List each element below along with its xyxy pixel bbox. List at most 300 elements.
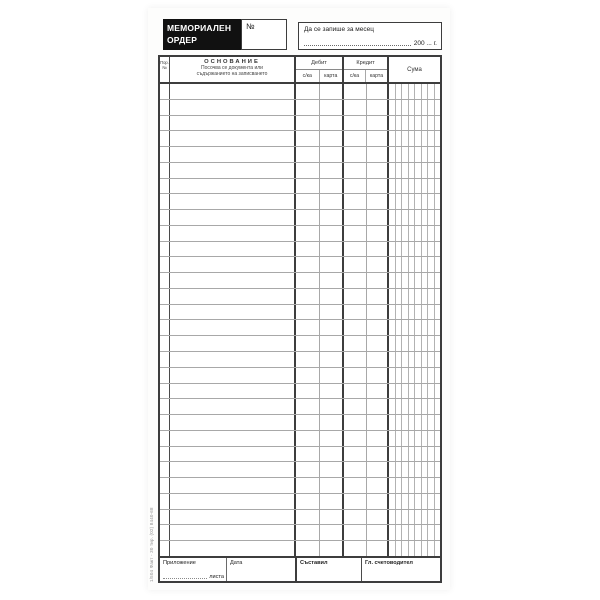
cell-suma-digit bbox=[435, 163, 441, 178]
cell-suma bbox=[389, 289, 440, 304]
table-row bbox=[160, 478, 440, 494]
cell-suma-digit bbox=[435, 447, 441, 462]
dotted-line bbox=[163, 574, 207, 579]
cell-osnovanie bbox=[170, 242, 296, 257]
cell-suma-digit bbox=[435, 179, 441, 194]
cell-debit-ska bbox=[296, 384, 320, 399]
cell-suma bbox=[389, 116, 440, 131]
cell-kredit-ska bbox=[344, 494, 367, 509]
cell-kredit-karta bbox=[367, 462, 389, 477]
cell-suma-digit bbox=[435, 336, 441, 351]
cell-por-no bbox=[160, 462, 170, 477]
cell-por-no bbox=[160, 541, 170, 556]
cell-suma bbox=[389, 541, 440, 556]
cell-kredit-ska bbox=[344, 210, 367, 225]
cell-debit-ska bbox=[296, 131, 320, 146]
cell-suma-digit bbox=[435, 257, 441, 272]
cell-osnovanie bbox=[170, 478, 296, 493]
cell-suma-digit bbox=[435, 289, 441, 304]
cell-por-no bbox=[160, 194, 170, 209]
cell-suma bbox=[389, 100, 440, 115]
cell-osnovanie bbox=[170, 226, 296, 241]
cell-osnovanie bbox=[170, 100, 296, 115]
cell-suma-digit bbox=[435, 494, 441, 509]
cell-por-no bbox=[160, 305, 170, 320]
cell-kredit-ska bbox=[344, 447, 367, 462]
cell-suma-digit bbox=[435, 415, 441, 430]
cell-osnovanie bbox=[170, 525, 296, 540]
cell-debit-ska bbox=[296, 242, 320, 257]
table-row bbox=[160, 226, 440, 242]
header-debit-karta: карта bbox=[324, 73, 338, 79]
cell-kredit-ska bbox=[344, 116, 367, 131]
cell-debit-ska bbox=[296, 305, 320, 320]
cell-suma bbox=[389, 84, 440, 99]
header-kredit: Кредит bbox=[344, 57, 387, 70]
cell-kredit-karta bbox=[367, 273, 389, 288]
cell-kredit-ska bbox=[344, 525, 367, 540]
table-row bbox=[160, 179, 440, 195]
footer-chief-accountant-cell bbox=[362, 558, 440, 581]
cell-suma bbox=[389, 273, 440, 288]
cell-suma-digit bbox=[435, 242, 441, 257]
cell-kredit-ska bbox=[344, 84, 367, 99]
cell-osnovanie bbox=[170, 336, 296, 351]
cell-kredit-karta bbox=[367, 447, 389, 462]
cell-kredit-karta bbox=[367, 84, 389, 99]
cell-por-no bbox=[160, 273, 170, 288]
cell-kredit-karta bbox=[367, 494, 389, 509]
cell-debit-karta bbox=[320, 384, 344, 399]
month-box bbox=[298, 22, 442, 50]
cell-kredit-karta bbox=[367, 336, 389, 351]
cell-debit-ska bbox=[296, 352, 320, 367]
table-row bbox=[160, 415, 440, 431]
cell-kredit-karta bbox=[367, 352, 389, 367]
cell-kredit-ska bbox=[344, 510, 367, 525]
cell-kredit-ska bbox=[344, 384, 367, 399]
cell-kredit-ska bbox=[344, 431, 367, 446]
cell-debit-ska bbox=[296, 525, 320, 540]
cell-por-no bbox=[160, 352, 170, 367]
cell-kredit-ska bbox=[344, 147, 367, 162]
cell-kredit-ska bbox=[344, 478, 367, 493]
table-header bbox=[160, 57, 440, 84]
cell-suma bbox=[389, 415, 440, 430]
osnovanie-title: ОСНОВАНИЕ bbox=[204, 59, 260, 65]
cell-kredit-karta bbox=[367, 399, 389, 414]
cell-debit-karta bbox=[320, 194, 344, 209]
header-debit-group bbox=[296, 57, 344, 82]
cell-debit-ska bbox=[296, 447, 320, 462]
cell-por-no bbox=[160, 226, 170, 241]
cell-debit-karta bbox=[320, 147, 344, 162]
cell-suma bbox=[389, 368, 440, 383]
cell-por-no bbox=[160, 163, 170, 178]
cell-debit-karta bbox=[320, 447, 344, 462]
table-row bbox=[160, 163, 440, 179]
footer-compiled-by-cell bbox=[297, 558, 362, 581]
cell-suma-digit bbox=[435, 147, 441, 162]
cell-kredit-ska bbox=[344, 336, 367, 351]
cell-kredit-ska bbox=[344, 399, 367, 414]
cell-kredit-karta bbox=[367, 541, 389, 556]
cell-suma-digit bbox=[435, 194, 441, 209]
cell-suma bbox=[389, 131, 440, 146]
cell-debit-ska bbox=[296, 462, 320, 477]
cell-kredit-ska bbox=[344, 289, 367, 304]
cell-por-no bbox=[160, 510, 170, 525]
cell-kredit-karta bbox=[367, 179, 389, 194]
cell-suma bbox=[389, 305, 440, 320]
table-row bbox=[160, 305, 440, 321]
dotted-line bbox=[304, 39, 411, 46]
cell-osnovanie bbox=[170, 510, 296, 525]
header-debit: Дебит bbox=[296, 57, 342, 70]
cell-osnovanie bbox=[170, 447, 296, 462]
table-row bbox=[160, 336, 440, 352]
cell-debit-karta bbox=[320, 399, 344, 414]
cell-osnovanie bbox=[170, 210, 296, 225]
cell-osnovanie bbox=[170, 163, 296, 178]
cell-suma bbox=[389, 179, 440, 194]
cell-kredit-karta bbox=[367, 478, 389, 493]
cell-debit-karta bbox=[320, 163, 344, 178]
cell-osnovanie bbox=[170, 147, 296, 162]
cell-suma bbox=[389, 163, 440, 178]
header-debit-ska: с/ка bbox=[296, 70, 320, 82]
cell-por-no bbox=[160, 320, 170, 335]
cell-suma-digit bbox=[435, 525, 441, 540]
cell-kredit-karta bbox=[367, 242, 389, 257]
table-row bbox=[160, 368, 440, 384]
cell-kredit-ska bbox=[344, 320, 367, 335]
cell-osnovanie bbox=[170, 415, 296, 430]
cell-debit-ska bbox=[296, 84, 320, 99]
cell-kredit-karta bbox=[367, 305, 389, 320]
cell-suma-digit bbox=[435, 210, 441, 225]
date-label: Дата bbox=[230, 560, 243, 566]
cell-suma bbox=[389, 384, 440, 399]
cell-debit-ska bbox=[296, 194, 320, 209]
cell-suma-digit bbox=[435, 462, 441, 477]
table-row bbox=[160, 510, 440, 526]
osnovanie-note-1: Посочва се документа или bbox=[201, 65, 263, 71]
cell-kredit-karta bbox=[367, 257, 389, 272]
cell-osnovanie bbox=[170, 462, 296, 477]
header-kredit-group bbox=[344, 57, 389, 82]
header-kredit-subcols bbox=[344, 70, 387, 82]
cell-osnovanie bbox=[170, 320, 296, 335]
cell-por-no bbox=[160, 415, 170, 430]
cell-kredit-karta bbox=[367, 384, 389, 399]
table-row bbox=[160, 100, 440, 116]
cell-osnovanie bbox=[170, 179, 296, 194]
header-suma: Сума bbox=[407, 66, 422, 73]
cell-suma bbox=[389, 478, 440, 493]
cell-suma bbox=[389, 226, 440, 241]
cell-suma bbox=[389, 494, 440, 509]
cell-debit-karta bbox=[320, 100, 344, 115]
cell-kredit-karta bbox=[367, 131, 389, 146]
cell-osnovanie bbox=[170, 305, 296, 320]
cell-debit-ska bbox=[296, 289, 320, 304]
cell-debit-ska bbox=[296, 320, 320, 335]
cell-debit-karta bbox=[320, 320, 344, 335]
order-number-box bbox=[241, 19, 287, 50]
table-row bbox=[160, 399, 440, 415]
cell-osnovanie bbox=[170, 399, 296, 414]
cell-kredit-ska bbox=[344, 242, 367, 257]
cell-suma-digit bbox=[435, 305, 441, 320]
cell-kredit-karta bbox=[367, 510, 389, 525]
table-footer bbox=[160, 556, 440, 581]
cell-kredit-karta bbox=[367, 163, 389, 178]
cell-debit-karta bbox=[320, 368, 344, 383]
cell-kredit-karta bbox=[367, 431, 389, 446]
cell-debit-ska bbox=[296, 210, 320, 225]
cell-kredit-ska bbox=[344, 100, 367, 115]
cell-debit-karta bbox=[320, 289, 344, 304]
cell-debit-karta bbox=[320, 510, 344, 525]
cell-suma-digit bbox=[435, 100, 441, 115]
form-title: МЕМОРИАЛЕН ОРДЕР bbox=[163, 19, 242, 50]
cell-debit-ska bbox=[296, 541, 320, 556]
cell-suma-digit bbox=[435, 478, 441, 493]
cell-suma bbox=[389, 431, 440, 446]
table-row bbox=[160, 210, 440, 226]
cell-kredit-ska bbox=[344, 163, 367, 178]
cell-por-no bbox=[160, 131, 170, 146]
cell-debit-karta bbox=[320, 415, 344, 430]
cell-kredit-ska bbox=[344, 273, 367, 288]
cell-suma-digit bbox=[435, 116, 441, 131]
cell-kredit-karta bbox=[367, 194, 389, 209]
cell-osnovanie bbox=[170, 541, 296, 556]
cell-kredit-ska bbox=[344, 179, 367, 194]
cell-kredit-ska bbox=[344, 352, 367, 367]
chief-accountant-label: Гл. счетоводител bbox=[365, 560, 413, 566]
table-row bbox=[160, 131, 440, 147]
cell-debit-karta bbox=[320, 210, 344, 225]
compiled-by-label: Съставил bbox=[300, 560, 328, 566]
cell-por-no bbox=[160, 147, 170, 162]
cell-debit-ska bbox=[296, 147, 320, 162]
cell-kredit-karta bbox=[367, 226, 389, 241]
cell-debit-karta bbox=[320, 242, 344, 257]
cell-osnovanie bbox=[170, 384, 296, 399]
cell-kredit-ska bbox=[344, 131, 367, 146]
cell-debit-karta bbox=[320, 431, 344, 446]
order-number-label: № bbox=[246, 22, 255, 31]
cell-kredit-karta bbox=[367, 100, 389, 115]
sheets-line bbox=[163, 574, 226, 580]
cell-por-no bbox=[160, 116, 170, 131]
cell-debit-ska bbox=[296, 510, 320, 525]
cell-osnovanie bbox=[170, 273, 296, 288]
cell-debit-karta bbox=[320, 226, 344, 241]
cell-suma-digit bbox=[435, 510, 441, 525]
cell-por-no bbox=[160, 84, 170, 99]
cell-debit-ska bbox=[296, 273, 320, 288]
cell-kredit-ska bbox=[344, 415, 367, 430]
cell-suma-digit bbox=[435, 226, 441, 241]
osnovanie-note-2: съдържанието на записването bbox=[196, 71, 268, 78]
cell-suma-digit bbox=[435, 399, 441, 414]
cell-debit-karta bbox=[320, 541, 344, 556]
cell-suma bbox=[389, 399, 440, 414]
cell-kredit-karta bbox=[367, 368, 389, 383]
cell-suma bbox=[389, 257, 440, 272]
cell-kredit-ska bbox=[344, 368, 367, 383]
cell-por-no bbox=[160, 179, 170, 194]
table-row bbox=[160, 431, 440, 447]
cell-kredit-ska bbox=[344, 541, 367, 556]
form-imprint-code: 1/504 Факт - 30 тир. (02) 8440-68 bbox=[149, 507, 154, 582]
table-row bbox=[160, 116, 440, 132]
cell-por-no bbox=[160, 257, 170, 272]
cell-suma bbox=[389, 352, 440, 367]
cell-debit-ska bbox=[296, 431, 320, 446]
cell-debit-karta bbox=[320, 305, 344, 320]
cell-por-no bbox=[160, 478, 170, 493]
cell-por-no bbox=[160, 100, 170, 115]
table-row bbox=[160, 541, 440, 556]
cell-suma-digit bbox=[435, 368, 441, 383]
cell-debit-karta bbox=[320, 525, 344, 540]
cell-suma bbox=[389, 510, 440, 525]
cell-por-no bbox=[160, 525, 170, 540]
table-row bbox=[160, 352, 440, 368]
table-row bbox=[160, 242, 440, 258]
cell-osnovanie bbox=[170, 116, 296, 131]
sheets-label: листа bbox=[209, 574, 224, 580]
table-row bbox=[160, 289, 440, 305]
cell-debit-karta bbox=[320, 462, 344, 477]
cell-debit-karta bbox=[320, 116, 344, 131]
cell-debit-karta bbox=[320, 84, 344, 99]
cell-suma bbox=[389, 462, 440, 477]
cell-osnovanie bbox=[170, 131, 296, 146]
cell-osnovanie bbox=[170, 368, 296, 383]
cell-debit-ska bbox=[296, 368, 320, 383]
cell-debit-ska bbox=[296, 116, 320, 131]
cell-osnovanie bbox=[170, 494, 296, 509]
cell-kredit-ska bbox=[344, 462, 367, 477]
cell-debit-ska bbox=[296, 336, 320, 351]
attachment-label: Приложение bbox=[163, 560, 196, 566]
cell-por-no bbox=[160, 336, 170, 351]
cell-suma-digit bbox=[435, 541, 441, 556]
cell-debit-ska bbox=[296, 163, 320, 178]
footer-date-cell bbox=[227, 558, 297, 581]
cell-por-no bbox=[160, 494, 170, 509]
cell-por-no bbox=[160, 447, 170, 462]
header-osnovanie bbox=[170, 57, 296, 82]
table-row bbox=[160, 257, 440, 273]
cell-kredit-ska bbox=[344, 305, 367, 320]
cell-kredit-ska bbox=[344, 226, 367, 241]
cell-por-no bbox=[160, 210, 170, 225]
cell-por-no bbox=[160, 289, 170, 304]
cell-debit-ska bbox=[296, 478, 320, 493]
cell-suma-digit bbox=[435, 352, 441, 367]
cell-suma-digit bbox=[435, 131, 441, 146]
cell-por-no bbox=[160, 431, 170, 446]
cell-debit-ska bbox=[296, 257, 320, 272]
cell-debit-karta bbox=[320, 131, 344, 146]
cell-suma bbox=[389, 210, 440, 225]
cell-osnovanie bbox=[170, 431, 296, 446]
cell-debit-karta bbox=[320, 336, 344, 351]
header-kredit-ska: с/ка bbox=[344, 70, 366, 82]
month-fill-line bbox=[304, 39, 437, 47]
cell-debit-karta bbox=[320, 494, 344, 509]
cell-suma-digit bbox=[435, 384, 441, 399]
table-row bbox=[160, 147, 440, 163]
month-label: Да се запише за месец bbox=[304, 26, 374, 33]
cell-debit-karta bbox=[320, 257, 344, 272]
table-row bbox=[160, 494, 440, 510]
cell-osnovanie bbox=[170, 194, 296, 209]
cell-por-no bbox=[160, 399, 170, 414]
cell-debit-ska bbox=[296, 494, 320, 509]
cell-kredit-karta bbox=[367, 289, 389, 304]
cell-suma-digit bbox=[435, 84, 441, 99]
table-row bbox=[160, 194, 440, 210]
cell-debit-karta bbox=[320, 352, 344, 367]
cell-suma bbox=[389, 242, 440, 257]
cell-debit-ska bbox=[296, 399, 320, 414]
table-row bbox=[160, 320, 440, 336]
cell-debit-ska bbox=[296, 179, 320, 194]
cell-kredit-karta bbox=[367, 415, 389, 430]
table-row bbox=[160, 525, 440, 541]
year-placeholder: 200 ... г. bbox=[413, 40, 437, 47]
table-row bbox=[160, 447, 440, 463]
table-row bbox=[160, 384, 440, 400]
cell-suma bbox=[389, 447, 440, 462]
footer-attachment-cell bbox=[160, 558, 227, 581]
cell-kredit-karta bbox=[367, 320, 389, 335]
cell-debit-ska bbox=[296, 100, 320, 115]
cell-osnovanie bbox=[170, 352, 296, 367]
table-row bbox=[160, 273, 440, 289]
cell-kredit-karta bbox=[367, 525, 389, 540]
cell-debit-ska bbox=[296, 226, 320, 241]
cell-debit-ska bbox=[296, 415, 320, 430]
cell-kredit-karta bbox=[367, 116, 389, 131]
order-table bbox=[158, 55, 442, 583]
table-body bbox=[160, 84, 440, 556]
cell-suma bbox=[389, 336, 440, 351]
cell-kredit-karta bbox=[367, 210, 389, 225]
cell-suma bbox=[389, 147, 440, 162]
cell-suma bbox=[389, 320, 440, 335]
cell-por-no bbox=[160, 242, 170, 257]
cell-debit-karta bbox=[320, 478, 344, 493]
header-debit-subcols bbox=[296, 70, 342, 82]
cell-por-no bbox=[160, 384, 170, 399]
table-row bbox=[160, 462, 440, 478]
cell-debit-karta bbox=[320, 273, 344, 288]
cell-suma-digit bbox=[435, 320, 441, 335]
cell-por-no bbox=[160, 368, 170, 383]
cell-kredit-ska bbox=[344, 194, 367, 209]
cell-kredit-karta bbox=[367, 147, 389, 162]
cell-suma-digit bbox=[435, 273, 441, 288]
cell-osnovanie bbox=[170, 84, 296, 99]
